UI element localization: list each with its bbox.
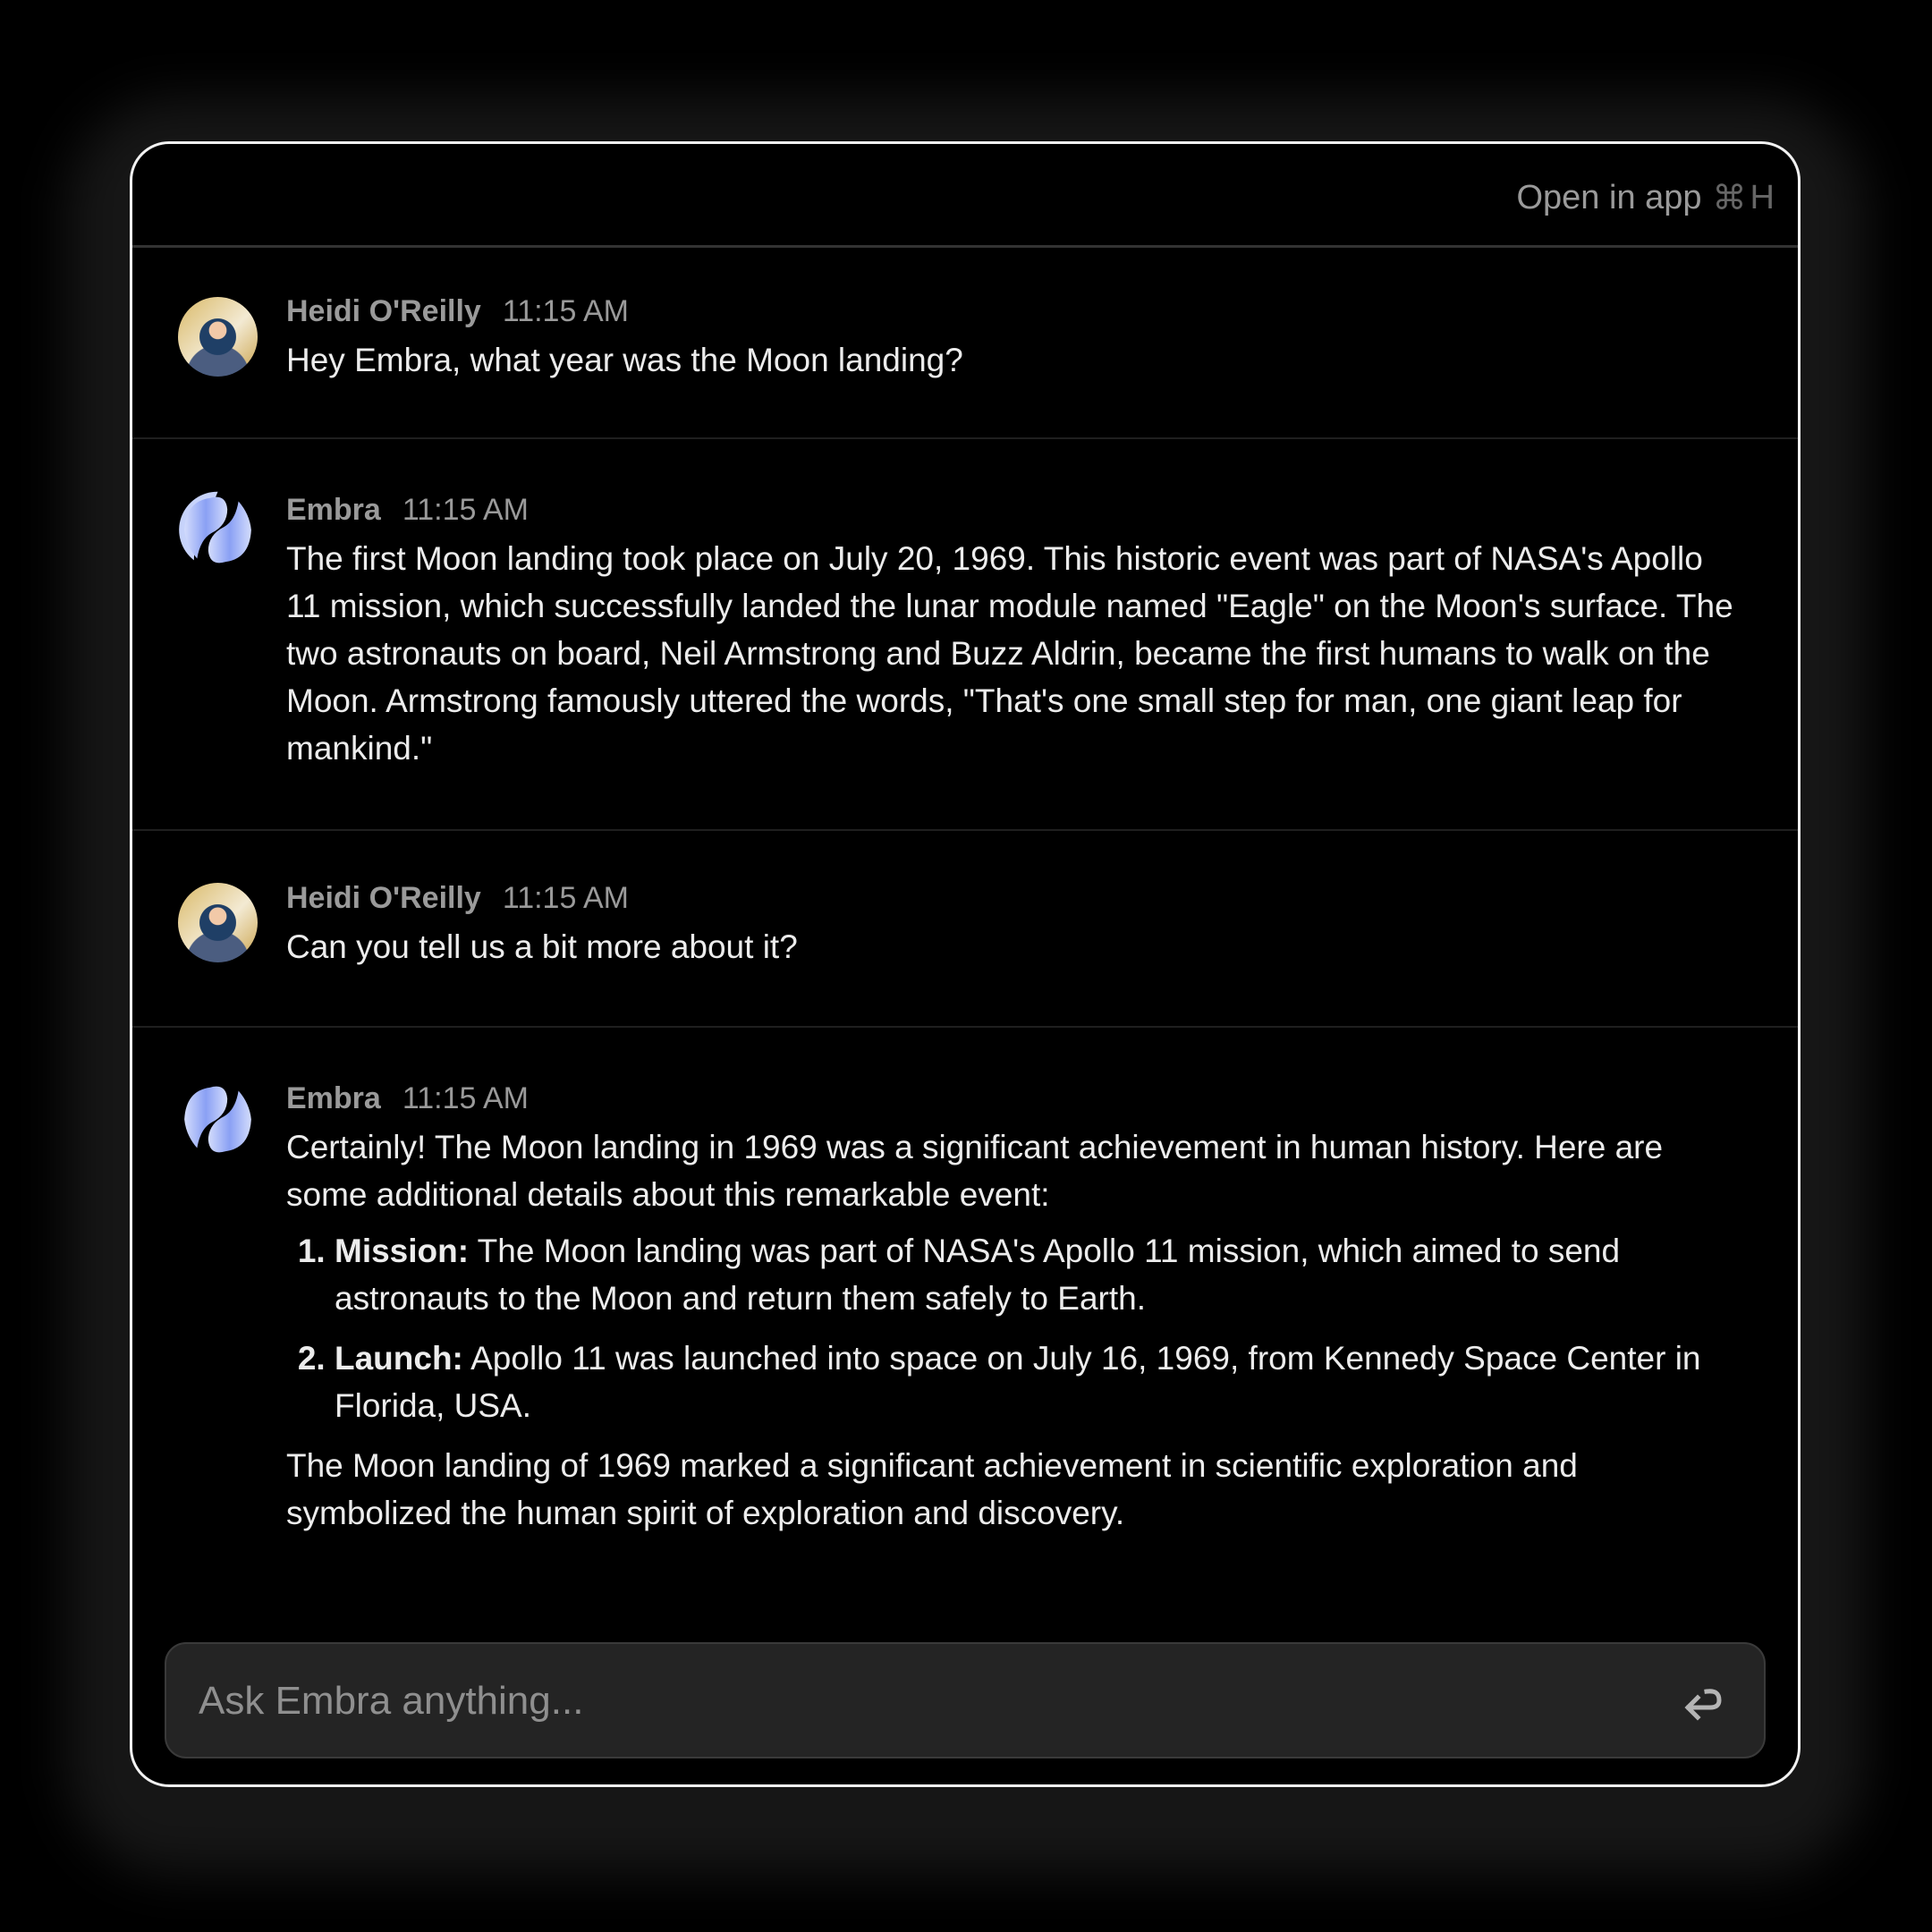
- open-in-app-label: Open in app: [1516, 179, 1702, 216]
- open-in-app-button[interactable]: [1516, 178, 1775, 218]
- embra-avatar: [178, 490, 258, 570]
- details-list: [286, 1227, 1744, 1429]
- embra-logo-icon: [178, 1080, 258, 1159]
- list-item-title: Launch:: [335, 1340, 463, 1377]
- shortcut-key: H: [1750, 179, 1775, 216]
- list-item: [335, 1335, 1744, 1429]
- timestamp: 11:15 AM: [402, 1081, 529, 1115]
- list-item: [335, 1227, 1744, 1322]
- message-text: Hey Embra, what year was the Moon landing?: [286, 342, 963, 378]
- sender-name: Heidi O'Reilly: [286, 881, 481, 915]
- message-row: [132, 248, 1798, 439]
- message-row: [132, 831, 1798, 1028]
- timestamp: 11:15 AM: [502, 881, 629, 915]
- embra-logo-icon: [178, 490, 258, 570]
- list-item-text: Apollo 11 was launched into space on July 16, 1969, from Kennedy Space Center in Florida, USA.: [335, 1340, 1701, 1424]
- panel-header: [132, 144, 1798, 248]
- message-meta: [286, 881, 1744, 916]
- message-row: [132, 439, 1798, 831]
- list-item-title: Mission:: [335, 1233, 470, 1269]
- return-icon[interactable]: [1682, 1682, 1726, 1722]
- list-item-text: The Moon landing was part of NASA's Apollo 11 mission, which aimed to send astronauts to the Moon and return them safely to Earth.: [335, 1233, 1621, 1317]
- message-meta: [286, 493, 1744, 528]
- message-text: Can you tell us a bit more about it?: [286, 928, 798, 965]
- command-key-icon: ⌘: [1712, 180, 1747, 217]
- keyboard-shortcut: [1713, 178, 1775, 218]
- sender-name: Embra: [286, 1081, 381, 1115]
- user-avatar: [178, 297, 258, 377]
- composer: [165, 1642, 1766, 1758]
- message-text: The first Moon landing took place on July 20, 1969. This historic event was part of NASA's Apollo 11 mission, which successfully landed the lunar module named "Eagle" on the Moon's surface. The two astronauts on board, Neil Armstrong and Buzz Aldrin, became the first humans to walk on the Moon. Armstrong famously uttered the words, "That's one small step for man, one giant leap for mankind.": [286, 540, 1733, 767]
- chat-panel: [130, 141, 1801, 1787]
- sender-name: Embra: [286, 493, 381, 527]
- message-outro: The Moon landing of 1969 marked a significant achievement in scientific exploration and symbolized the human spirit of exploration and discovery.: [286, 1447, 1578, 1531]
- message-meta: [286, 294, 1744, 329]
- embra-avatar: [178, 1080, 258, 1159]
- sender-name: Heidi O'Reilly: [286, 294, 481, 328]
- timestamp: 11:15 AM: [402, 493, 529, 527]
- message-meta: [286, 1081, 1744, 1116]
- timestamp: 11:15 AM: [502, 294, 629, 328]
- message-row: [132, 1028, 1798, 1618]
- user-avatar: [178, 883, 258, 962]
- ask-input[interactable]: [197, 1644, 1631, 1758]
- message-intro: Certainly! The Moon landing in 1969 was a significant achievement in human history. Here are some additional details about this remarkable event:: [286, 1129, 1664, 1213]
